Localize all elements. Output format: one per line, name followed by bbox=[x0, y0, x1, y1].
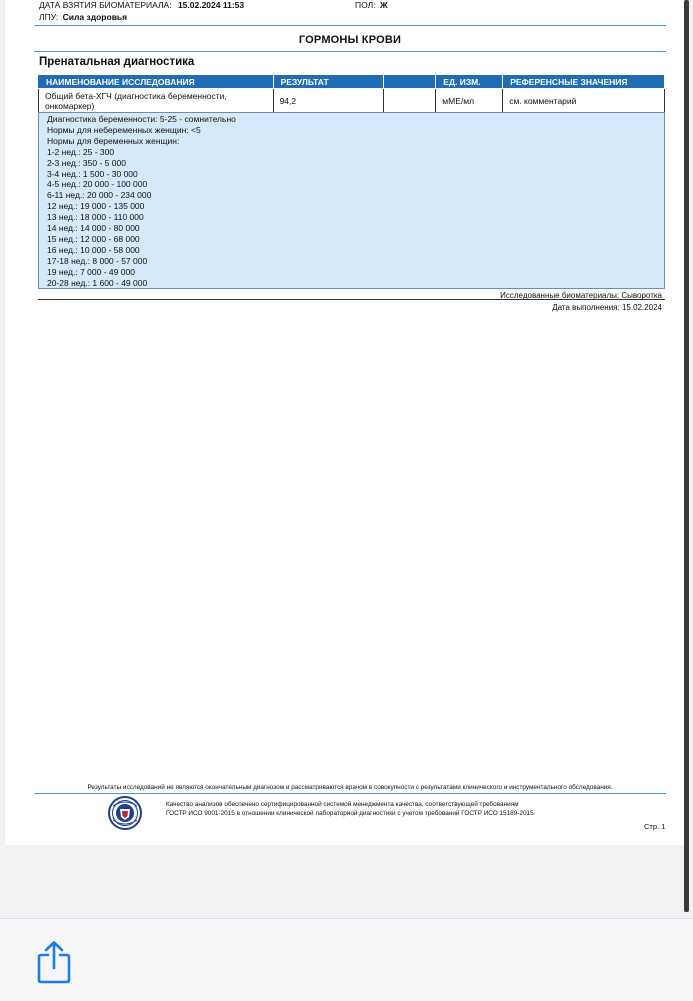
result-cell bbox=[273, 89, 384, 114]
col-header-result: РЕЗУЛЬТАТ bbox=[273, 75, 384, 89]
comment-line: 1-2 нед.: 25 - 300 bbox=[47, 146, 115, 157]
col-header-unit: ЕД. ИЗМ. bbox=[436, 75, 503, 89]
reference-comment bbox=[38, 112, 665, 289]
quality-line2: ГОСТР ИСО 9001-2015 в отношении клинической лабораторной диагностики с учетом требований ГОСТР ИСО 15189-2015. bbox=[166, 810, 536, 817]
col-header-name: НАИМЕНОВАНИЕ ИССЛЕДОВАНИЯ bbox=[39, 75, 274, 89]
flag-cell bbox=[384, 89, 436, 114]
results-table bbox=[38, 74, 665, 114]
section-title: Пренатальная диагностика bbox=[39, 56, 195, 68]
biomaterial-date-label: ДАТА ВЗЯТИЯ БИОМАТЕРИАЛА: bbox=[39, 0, 172, 10]
quality-line1: Качество анализов обеспечено сертифицированной системой менеджмента качества, соответствующей требованиям bbox=[166, 801, 519, 808]
comment-line: 20-28 нед.: 1 600 - 49 000 bbox=[47, 277, 148, 288]
comment-line: 4-5 нед.: 20 000 - 100 000 bbox=[47, 179, 148, 190]
biomaterial-divider bbox=[38, 299, 665, 300]
unit-cell: мМЕ/мл bbox=[436, 89, 503, 114]
test-name-line2: онкомаркер) bbox=[45, 101, 95, 111]
comment-line: 2-3 нед.: 350 - 5 000 bbox=[47, 157, 126, 168]
header-divider bbox=[34, 25, 666, 26]
lpu-label: ЛПУ: bbox=[39, 12, 59, 22]
table-header-row bbox=[39, 75, 665, 89]
certification-seal-icon bbox=[108, 796, 142, 830]
comment-line: 14 нед.: 14 000 - 80 000 bbox=[47, 223, 140, 234]
comment-line: 3-4 нед.: 1 500 - 30 000 bbox=[47, 168, 138, 179]
lpu-field bbox=[39, 12, 127, 22]
comment-line: 19 нед.: 7 000 - 49 000 bbox=[47, 266, 135, 277]
comment-line: 12 нед.: 19 000 - 135 000 bbox=[47, 201, 145, 212]
title-divider bbox=[34, 51, 666, 52]
share-icon[interactable] bbox=[36, 940, 72, 984]
test-name-cell bbox=[39, 89, 274, 114]
quality-statement bbox=[166, 800, 535, 818]
biomaterial-date bbox=[39, 0, 244, 10]
col-header-reference: РЕФЕРЕНСНЫЕ ЗНАЧЕНИЯ bbox=[503, 75, 665, 89]
biomaterial-date-value: 15.02.2024 11:53 bbox=[177, 0, 245, 10]
page-number: Стр. 1 bbox=[644, 822, 666, 831]
comment-line: Нормы для небеременных женщин: <5 bbox=[47, 124, 201, 135]
comment-line: 13 нед.: 18 000 - 110 000 bbox=[47, 212, 144, 223]
table-row bbox=[39, 89, 665, 114]
comment-line: 17-18 нед.: 8 000 - 57 000 bbox=[47, 255, 148, 266]
sex-label: ПОЛ: bbox=[355, 0, 376, 10]
reference-cell: см. комментарий bbox=[503, 89, 665, 114]
col-header-flag bbox=[384, 75, 436, 89]
sex-value: Ж bbox=[379, 0, 388, 10]
comment-line: 6-11 нед.: 20 000 - 234 000 bbox=[47, 190, 152, 201]
comment-line: Нормы для беременных женщин: bbox=[47, 135, 180, 146]
scrollbar[interactable] bbox=[684, 0, 689, 912]
biomaterial-note: Исследованные биоматериалы: Сыворотка bbox=[500, 291, 662, 300]
footer-divider bbox=[34, 793, 666, 794]
result-value: 94,2 bbox=[279, 96, 297, 106]
comment-line: 16 нед.: 10 000 - 58 000 bbox=[47, 244, 140, 255]
completion-date: Дата выполнения: 15.02.2024 bbox=[552, 303, 662, 312]
comment-line: Диагностика беременности: 5-25 - сомнительно bbox=[47, 114, 236, 124]
disclaimer: Результаты исследований не являются окончательным диагнозом и рассматриваются врачом в совокупности с результатами клинического и инструментального обследования. bbox=[87, 784, 613, 791]
comment-line: 15 нед.: 12 000 - 68 000 bbox=[47, 233, 140, 244]
test-name-line1: Общий бета-ХГЧ (диагностика беременности, bbox=[45, 91, 227, 101]
lpu-value: Сила здоровья bbox=[62, 12, 128, 22]
bottom-toolbar bbox=[0, 918, 693, 1001]
sex-field bbox=[355, 0, 388, 10]
page-title: ГОРМОНЫ КРОВИ bbox=[298, 34, 402, 46]
